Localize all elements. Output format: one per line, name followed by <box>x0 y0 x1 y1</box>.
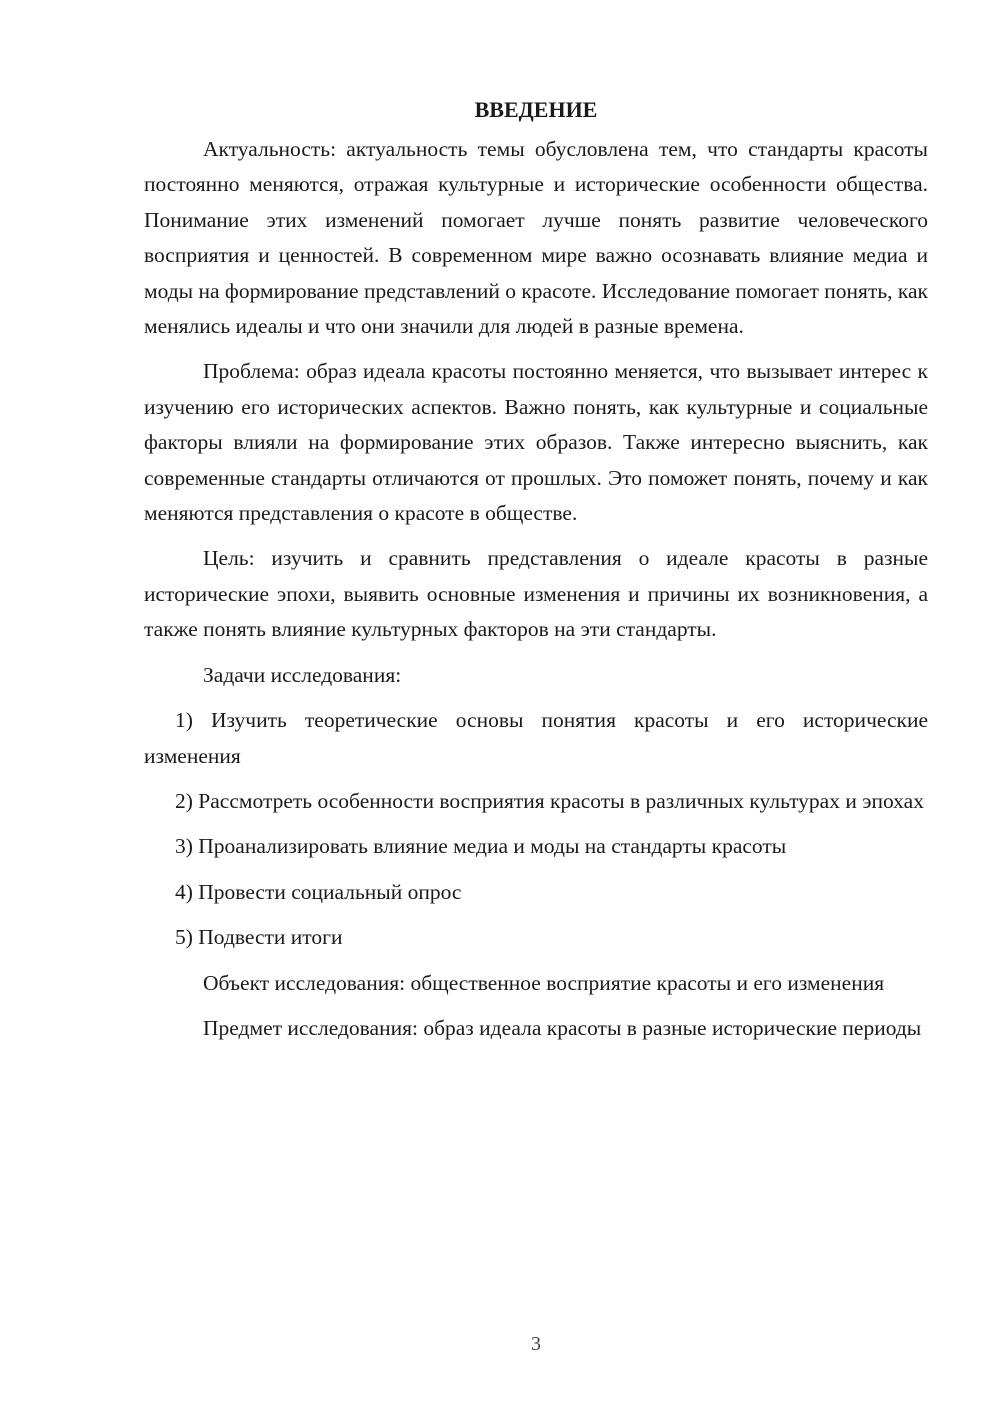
tasks-title: Задачи исследования: <box>203 662 402 687</box>
paragraph-object: Объект исследования: общественное восприятие красоты и его изменения <box>203 970 885 995</box>
task-item-3: 3) Проанализировать влияние медиа и моды на стандарты красоты <box>175 834 787 859</box>
page-number: 3 <box>531 1333 541 1355</box>
task-item-2: 2) Рассмотреть особенности восприятия красоты в различных культурах и эпохах <box>175 788 924 813</box>
page-content <box>144 90 928 1056</box>
section-heading: ВВЕДЕНИЕ <box>474 97 598 122</box>
paragraph-relevance: Актуальность: актуальность темы обусловлена тем, что стандарты красоты постоянно меняются, отражая культурные и исторические особенности общества. Понимание этих изменений помогает лучше понять развитие человеческого восприятия и ценностей. В современном мире важно осознавать влияние медиа и моды на формирование представлений о красоте. Исследование помогает понять, как менялись идеалы и что они значили для людей в разные времена. <box>144 137 928 339</box>
task-item-4: 4) Провести социальный опрос <box>175 879 462 904</box>
paragraph-problem: Проблема: образ идеала красоты постоянно меняется, что вызывает интерес к изучению его исторических аспектов. Важно понять, как культурные и социальные факторы влияли на формирование этих образов. Также интересно выяснить, как современные стандарты отличаются от прошлых. Это поможет понять, почему и как меняются представления о красоте в обществе. <box>144 359 928 526</box>
paragraph-goal: Цель: изучить и сравнить представления о идеале красоты в разные исторические эпохи, выявить основные изменения и причины их возникновения, а также понять влияние культурных факторов на эти стандарты. <box>144 546 928 642</box>
task-item-1: 1) Изучить теоретические основы понятия красоты и его исторические изменения <box>144 708 928 768</box>
tasks-list <box>144 703 928 955</box>
task-item-5: 5) Подвести итоги <box>175 925 343 950</box>
paragraph-subject: Предмет исследования: образ идеала красоты в разные исторические периоды <box>203 1015 922 1040</box>
